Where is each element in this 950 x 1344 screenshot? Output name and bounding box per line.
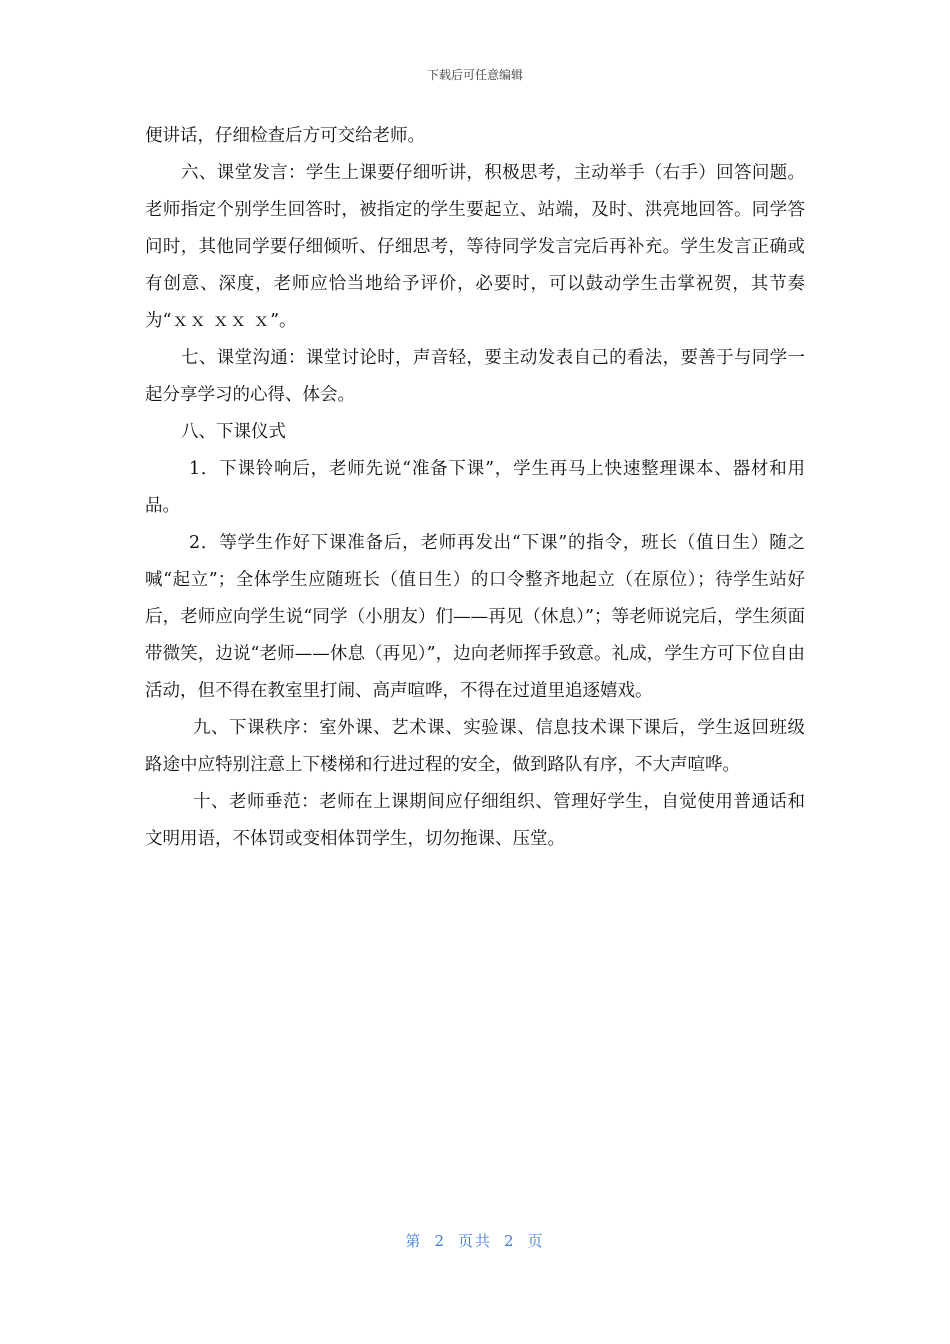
page-footer xyxy=(0,1230,950,1251)
paragraph-class-speaking: 六、课堂发言：学生上课要仔细听讲，积极思考，主动举手（右手）回答问题。老师指定个别学生回答时，被指定的学生要起立、站端，及时、洪亮地回答。同学答问时，其他同学要仔细倾听、仔细思考，等待同学发言完后再补充。学生发言正确或有创意、深度，老师应恰当地给予评价，必要时，可以鼓动学生击掌祝贺，其节奏为“ｘｘ ｘｘ ｘ”。 xyxy=(145,163,805,331)
footer-current-page: 2 xyxy=(434,1232,446,1250)
paragraph-dismissal-step-1: 1．下课铃响后，老师先说“准备下课”，学生再马上快速整理课本、器材和用品。 xyxy=(145,459,805,516)
paragraph-continuation: 便讲话，仔细检查后方可交给老师。 xyxy=(145,126,425,146)
paragraph-dismissal-ceremony-heading: 八、下课仪式 xyxy=(181,422,286,442)
footer-di: 第 xyxy=(405,1232,423,1250)
paragraph-dismissal-step-2: 2．等学生作好下课准备后，老师再发出“下课”的指令，班长（值日生）随之喊“起立”；全体学生应随班长（值日生）的口令整齐地起立（在原位）；待学生站好后，老师应向学生说“同学（小朋友）们——再见（休息）”；等老师说完后，学生须面带微笑，边说“老师——休息（再见）”，边向老师挥手致意。礼成，学生方可下位自由活动，但不得在教室里打闹、高声喧哗，不得在过道里追逐嬉戏。 xyxy=(145,533,805,701)
page-header: 下载后可任意编辑 xyxy=(426,68,523,82)
paragraph-class-communication: 七、课堂沟通：课堂讨论时，声音轻，要主动发表自己的看法，要善于与同学一起分享学习的心得、体会。 xyxy=(145,348,805,405)
document-body xyxy=(145,118,805,858)
footer-ye-gong: 页共 xyxy=(457,1232,492,1250)
footer-total-pages: 2 xyxy=(504,1232,516,1250)
paragraph-teacher-example: 十、老师垂范：老师在上课期间应仔细组织、管理好学生，自觉使用普通话和文明用语，不体罚或变相体罚学生，切勿拖课、压堂。 xyxy=(145,792,805,849)
paragraph-dismissal-order: 九、下课秩序：室外课、艺术课、实验课、信息技术课下课后，学生返回班级路途中应特别注意上下楼梯和行进过程的安全，做到路队有序，不大声喧哗。 xyxy=(145,718,805,775)
footer-ye: 页 xyxy=(527,1232,545,1250)
